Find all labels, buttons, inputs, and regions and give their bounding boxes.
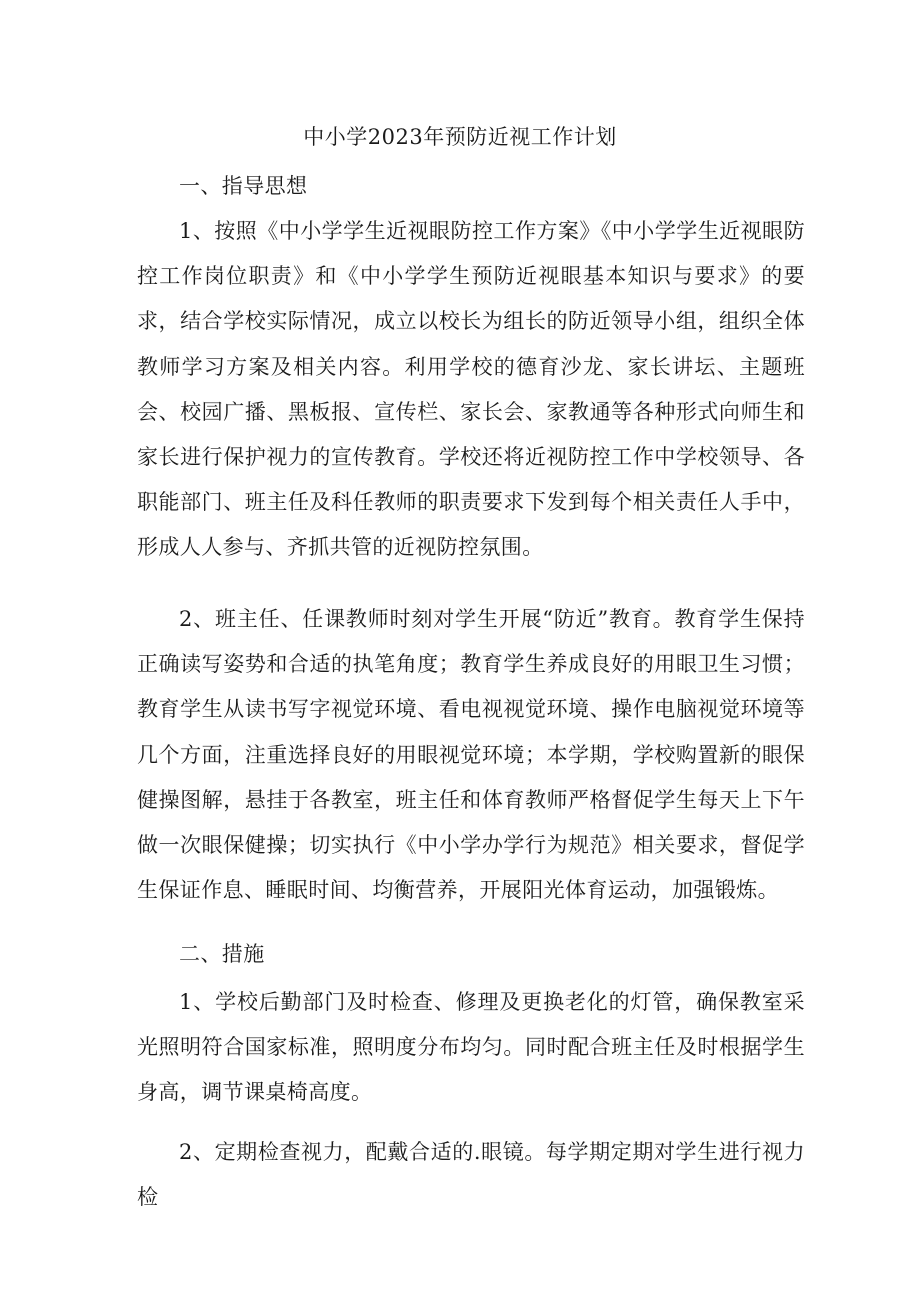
section-heading-measures: 二、措施	[179, 942, 265, 966]
section-heading-guiding-ideology: 一、指导思想	[179, 174, 308, 198]
paragraph-guiding-1: 1、按照《中小学学生近视眼防控工作方案》《中小学学生近视眼防控工作岗位职责》和《中小学学生预防近视眼基本知识与要求》的要求，结合学校实际情况，成立以校长为组长的防近领导小组，组织全体教师学习方案及相关内容。利用学校的德育沙龙、家长讲坛、主题班会、校园广播、黑板报、宣传栏、家长会、家教通等各种形式向师生和家长进行保护视力的宣传教育。学校还将近视防控工作中学校领导、各职能部门、班主任及科任教师的职责要求下发到每个相关责任人手中，形成人人参与、齐抓共管的近视防控氛围。	[137, 219, 805, 560]
paragraph-measures-1: 1、学校后勤部门及时检查、修理及更换老化的灯管，确保教室采光照明符合国家标准，照明度分布均匀。同时配合班主任及时根据学生身高，调节课桌椅高度。	[137, 990, 805, 1105]
document-title: 中小学2023年预防近视工作计划	[303, 125, 617, 149]
paragraph-measures-2: 2、定期检查视力，配戴合适的.眼镜。每学期定期对学生进行视力检	[137, 1140, 805, 1210]
paragraph-guiding-2: 2、班主任、任课教师时刻对学生开展“防近”教育。教育学生保持正确读写姿势和合适的执笔角度；教育学生养成良好的用眼卫生习惯；教育学生从读书写字视觉环境、看电视视觉环境、操作电脑视觉环境等几个方面，注重选择良好的用眼视觉环境；本学期，学校购置新的眼保健操图解，悬挂于各教室，班主任和体育教师严格督促学生每天上下午做一次眼保健操；切实执行《中小学办学行为规范》相关要求，督促学生保证作息、睡眠时间、均衡营养，开展阳光体育运动，加强锻炼。	[137, 607, 805, 903]
